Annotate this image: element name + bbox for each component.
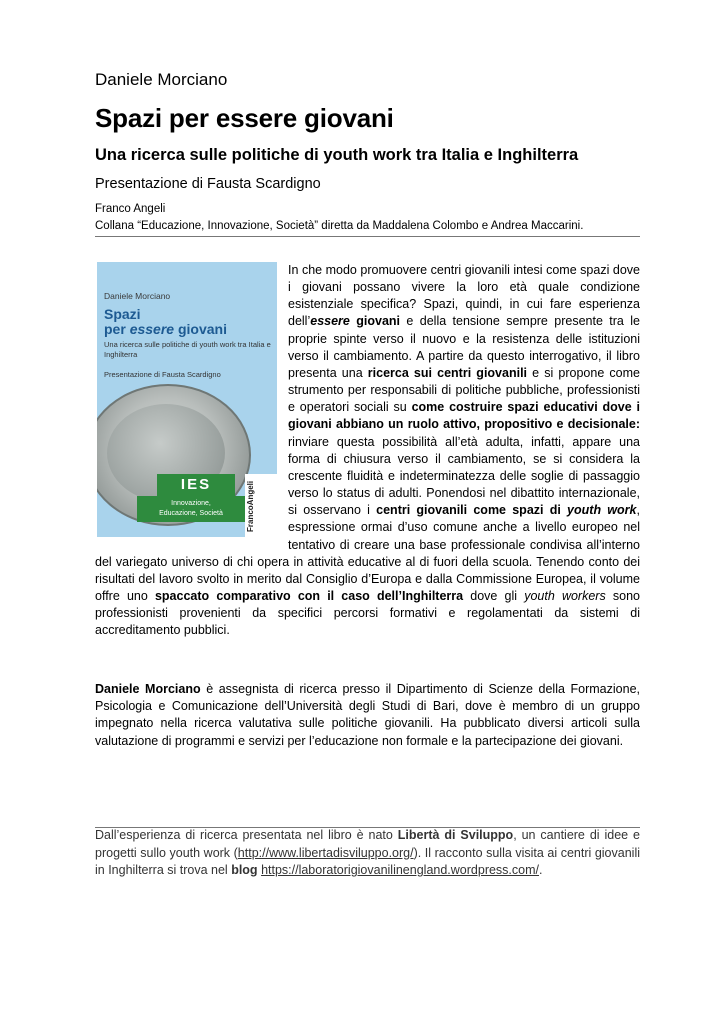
author-bio	[95, 681, 640, 750]
footer-note: Dall’esperienza di ricerca presentata nel libro è nato Libertà di Sviluppo, un cantiere di idee e progetti sullo youth work (http://www.libertadisviluppo.org/). Il racconto sulla visita ai centri giovanili in Inghilterra si trova nel blog https://laboratorigiovanilinengland.wordpress.com/.	[95, 828, 640, 877]
series-line: Collana “Educazione, Innovazione, Società” diretta da Maddalena Colombo e Andrea Maccarini.	[95, 220, 584, 232]
cover-author: Daniele Morciano	[104, 291, 171, 301]
cover-title-line1: Spazi	[104, 306, 141, 322]
cover-publisher-logo: FrancoAngeli	[246, 480, 255, 532]
publisher-line: Franco Angeli	[95, 203, 166, 215]
book-title: Spazi per essere giovani	[95, 103, 394, 133]
link-libertadisviluppo[interactable]: http://www.libertadisviluppo.org/	[237, 845, 414, 860]
bio-text: è assegnista di ricerca presso il Dipartimento di Scienze della Formazione, Psicologia e Comunicazione dell’Università degli Studi di Bari, dove è membro di un gruppo impegnato nella ricerca valutativa sulle politiche giovanili. Ha pubblicato diversi articoli sulla valutazione di programmi e servizi per l’educazione non formale e la partecipazione dei giovani.	[95, 682, 640, 748]
abstract-paragraph: In che modo promuovere centri giovanili intesi come spazi dove i giovani possano vivere la loro età quale condizione esistenziale specifica? Spazi, quindi, in cui fare esperienza dell’essere giovani e della tensione sempre presente tra le proprie spinte verso il nuovo e la resistenza delle istituzioni verso il cambiamento. A partire da questo interrogativo, il libro presenta una ricerca sui centri giovanili e si propone come strumento per responsabili di politiche pubbliche, professionisti e operatori sociali su come costruire spazi educativi dove i giovani abbiano un ruolo attivo, propositivo e decisionale: rinviare questa possibilità all’età adulta, infatti, appare una forma di chiusura verso il cambiamento, se si considera la crescente fluidità e indeterminatezza delle soglie di passaggio verso lo status di adulti. Ponendosi nel dibattito internazionale, si osservano i centri giovanili come spazi di youth work, espressione ormai d’uso comune anche a livello europeo nel tentativo di creare una base professionale condivisa all’interno del variegato universo di chi opera in attività educative al di fuori della scuola. Tenendo conto dei risultati del lavoro svolto in merito dal Consiglio d’Europa e dalla Commissione Europea, il volume offre uno spaccato comparativo con il caso dell’Inghilterra dove gli youth workers sono professionisti provenienti da specifici percorsi formativi e regolamentati da sistemi di accreditamento pubblici.	[95, 263, 641, 638]
link-blog[interactable]: https://laboratorigiovanilinengland.wordpress.com/	[261, 863, 539, 877]
ies-series-label: Innovazione, Educazione, Società	[137, 496, 245, 522]
cover-presentation: Presentazione di Fausta Scardigno	[104, 370, 221, 379]
author-name: Daniele Morciano	[95, 70, 228, 89]
header-divider	[95, 236, 640, 237]
book-subtitle: Una ricerca sulle politiche di youth work tra Italia e Inghilterra	[95, 146, 579, 164]
cover-title-line2: per essere giovani	[104, 321, 227, 337]
ies-logo: IES	[157, 474, 235, 496]
cover-subtitle: Una ricerca sulle politiche di youth work tra Italia e Inghilterra	[104, 340, 271, 359]
presentation-line: Presentazione di Fausta Scardigno	[95, 176, 321, 192]
bio-name: Daniele Morciano	[95, 682, 201, 696]
